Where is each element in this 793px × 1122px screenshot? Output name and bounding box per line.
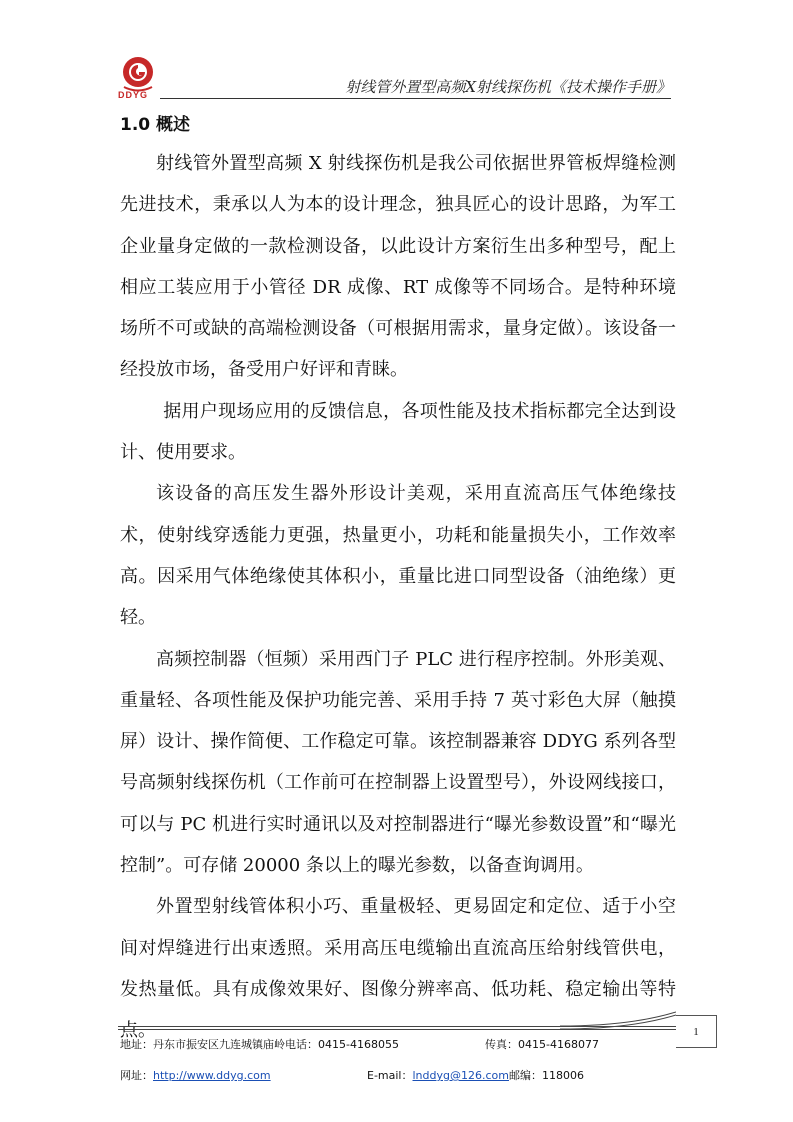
website-link[interactable]: http://www.ddyg.com (153, 1069, 271, 1082)
footer-divider (118, 1029, 676, 1030)
paragraph: 射线管外置型高频 X 射线探伤机是我公司依据世界管板焊缝检测先进技术，秉承以人为本的设计理念，独具匠心的设计思路，为军工企业量身定做的一款检测设备，以此设计方案衍生出多种型号，配上相应工装应用于小管径 DR 成像、RT 成像等不同场合。是特种环境场所不可或缺的高端检测设备（可根据用需求，量身定做）。该设备一经投放市场，备受用户好评和青睐。 (120, 153, 676, 381)
page-number: 1 (676, 1015, 717, 1048)
footer-web-row (120, 1067, 680, 1083)
header-divider (160, 98, 671, 99)
footer-email-label: E-mail： (367, 1069, 413, 1082)
email-link[interactable]: lnddyg@126.com (412, 1069, 509, 1082)
paragraph: 该设备的高压发生器外形设计美观，采用直流高压气体绝缘技术，使射线穿透能力更强，热量更小，功耗和能量损失小，工作效率高。因采用气体绝缘使其体积小，重量比进口同型设备（油绝缘）更轻。 (120, 483, 676, 629)
section-heading: 1.0 概述 (120, 115, 191, 135)
paragraph: 高频控制器（恒频）采用西门子 PLC 进行程序控制。外形美观、重量轻、各项性能及保护功能完善、采用手持 7 英寸彩色大屏（触摸屏）设计、操作简便、工作稳定可靠。该控制器兼容 DDYG 系列各型号高频射线探伤机（工作前可在控制器上设置型号），外设网线接口，可以与 PC 机进行实时通讯以及对控制器进行“曝光参数设置”和“曝光控制”。可存储 20000 条以上的曝光参数，以备查询调用。 (120, 648, 676, 877)
footer-contact-row (120, 1036, 680, 1052)
footer-fax: 传真：0415-4168077 (485, 1038, 599, 1051)
footer-divider (118, 1026, 676, 1027)
footer-address: 地址：丹东市振安区九连城镇庙岭电话：0415-4168055 (120, 1038, 399, 1051)
paragraph: 外置型射线管体积小巧、重量极轻、更易固定和定位、适于小空间对焊缝进行出束透照。采用高压电缆输出直流高压给射线管供电，发热量低。具有成像效果好、图像分辨率高、低功耗、稳定输出等特点。 (120, 896, 676, 1042)
document-title: 射线管外置型高频X射线探伤机《技术操作手册》 (345, 78, 671, 96)
logo-wordmark: DDYG (118, 90, 149, 100)
footer-postcode: 邮编：118006 (508, 1069, 584, 1082)
paragraph: 据用户现场应用的反馈信息，各项性能及技术指标都完全达到设计、使用要求。 (120, 400, 676, 464)
footer-website-label: 网址： (120, 1069, 153, 1082)
body-text (120, 143, 676, 1052)
